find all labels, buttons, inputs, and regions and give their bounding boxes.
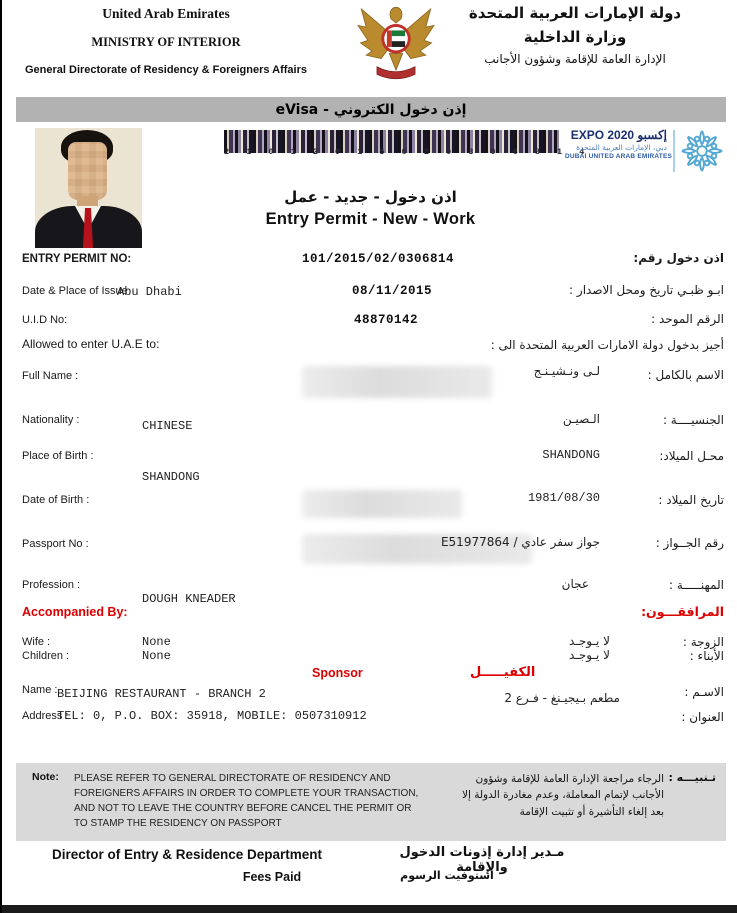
label-entry-permit-no: ENTRY PERMIT NO:	[22, 253, 132, 265]
fees-paid-label-ar: استوفيت الرسوم	[400, 869, 494, 882]
value-address: TEL: 0, P.O. BOX: 35918, MOBILE: 0507310912	[57, 709, 367, 723]
label-address-ar: العنوان :	[681, 710, 724, 724]
value-place-of-issue: Abu Dhabi	[117, 285, 182, 299]
label-date-place-issue-ar	[569, 283, 724, 297]
expo-subtitle-en: DUBAI UNITED ARAB EMIRATES	[565, 153, 673, 160]
section-sponsor-ar: الكفيـــــل	[470, 665, 536, 680]
directorate-name-ar: الإدارة العامة للإقامة وشؤون الأجانب	[484, 52, 666, 66]
label-full-name-ar: الاسم بالكامل :	[647, 368, 724, 382]
note-label-ar: تـنبيـــه :	[668, 771, 716, 784]
value-nationality: CHINESE	[142, 419, 193, 433]
label-wife: Wife :	[22, 636, 51, 648]
label-sponsor-name: Name :	[22, 684, 58, 696]
label-allowed-to-enter-ar: أجيز بدخول دولة الامارات العربية المتحدة الى :	[490, 338, 724, 352]
label-passport-no-ar: رقم الجــواز :	[655, 536, 724, 550]
label-place-of-birth: Place of Birth :	[22, 450, 94, 462]
label-address: Address :	[22, 710, 69, 722]
label-date-of-birth-ar: تاريخ الميلاد :	[658, 493, 724, 507]
label-nationality: Nationality :	[22, 414, 80, 426]
ministry-name: MINISTRY OF INTERIOR	[91, 35, 241, 49]
header-arabic	[425, 4, 725, 66]
permit-title-english: Entry Permit - New - Work	[265, 210, 476, 228]
value-place-of-issue-ar: ابـو ظبـي	[677, 283, 724, 297]
label-sponsor-name-ar: الاسـم :	[684, 685, 724, 699]
value-children: None	[142, 649, 171, 663]
bottom-border-bar	[2, 905, 737, 913]
label-place-of-birth-ar: محـل الميلاد:	[659, 449, 724, 463]
value-entry-permit-no: 101/2015/02/0306814	[302, 252, 455, 266]
header-english	[20, 6, 312, 76]
label-wife-ar: الزوجة :	[682, 635, 724, 649]
value-sponsor-name-ar: مطعم بـيجيـنغ - فـرع 2	[504, 691, 620, 705]
value-nationality-ar: الـصيـن	[562, 412, 600, 426]
note-text: PLEASE REFER TO GENERAL DIRECTORATE OF RESIDENCY AND FOREIGNERS AFFAIRS IN ORDER TO COMPLETE YOUR TRANSACTION, AND NOT TO LEAVE THE COUNTRY BEFORE CANCEL THE PERMIT OR TO STAMP THE RESIDENCY ON PASSPORT	[74, 773, 419, 829]
expo2020-flower-icon	[679, 128, 725, 174]
label-children-ar: الأبناء :	[689, 649, 724, 663]
label-profession: Profession :	[22, 579, 81, 591]
label-uid-no-ar: الرقم الموحد :	[651, 312, 724, 326]
value-date-of-birth-redacted	[302, 490, 462, 518]
note-box	[16, 763, 726, 841]
directorate-name: General Directorate of Residency & Foreigners Affairs	[24, 64, 307, 76]
country-name: United Arab Emirates	[102, 6, 230, 21]
value-wife: None	[142, 635, 171, 649]
label-nationality-ar: الجنسيــــة :	[662, 413, 724, 427]
value-children-ar: لا يـوجـد	[569, 648, 610, 662]
expo-title: EXPO 2020 إكسبو	[570, 128, 667, 142]
value-profession: DOUGH KNEADER	[142, 592, 236, 606]
value-wife-ar: لا يـوجـد	[569, 634, 610, 648]
country-name-ar: دولة الإمارات العربية المتحدة	[468, 4, 682, 22]
director-signature-line: Director of Entry & Residence Department	[51, 847, 323, 862]
label-children: Children :	[22, 650, 70, 662]
section-accompanied-by-ar: المرافقـــون:	[641, 604, 724, 619]
permit-barcode	[224, 130, 585, 157]
label-entry-permit-no-ar: اذن دخول رقم:	[633, 251, 724, 265]
value-place-of-birth-ar: SHANDONG	[542, 448, 600, 462]
label-issue-ar: تاريخ ومحل الاصدار :	[569, 283, 674, 297]
label-uid-no: U.I.D No:	[22, 314, 68, 326]
label-profession-ar: المهنـــــة :	[669, 578, 724, 592]
director-signature-line-ar: مـدير إدارة إذونات الدخول والإقامة	[399, 845, 565, 875]
value-uid-no: 48870142	[354, 313, 419, 327]
expo-subtitle-ar: دبي، الإمارات العربية المتحدة	[576, 143, 667, 152]
value-date-of-issue: 08/11/2015	[352, 284, 433, 298]
value-passport-no-ar: جواز سفر عادي / E51977864	[440, 535, 600, 549]
evisa-banner: إذن دخول الكتروني - eVisa	[16, 97, 726, 122]
expo2020-logo	[565, 128, 727, 176]
expo-divider	[673, 130, 675, 172]
label-allowed-to-enter: Allowed to enter U.A.E to:	[22, 337, 160, 351]
value-sponsor-name: BEIJING RESTAURANT - BRANCH 2	[57, 687, 266, 701]
barcode-digits: 2 1 0 1 2 0 1 5 0 2 0 3 0 6 8 1 4	[224, 147, 585, 157]
value-profession-ar: عجان	[561, 577, 589, 591]
note-label: Note:	[32, 771, 59, 783]
value-place-of-birth: SHANDONG	[142, 470, 200, 484]
label-date-of-birth: Date of Birth :	[22, 494, 90, 506]
permit-title-arabic: اذن دخول - جديد - عمل	[284, 188, 457, 206]
label-date-place-issue: Date & Place of Issue	[22, 285, 128, 297]
label-passport-no: Passport No :	[22, 538, 89, 550]
note-text-ar: الرجاء مراجعة الإدارة العامة للإقامة وشؤون الأجانب لإتمام المعاملة، وعدم مغادرة الدولة إلا بعد إلغاء التأشيرة أو تثبيت الإقامة	[461, 773, 664, 818]
section-sponsor: Sponsor	[312, 666, 363, 680]
value-date-of-birth-ar: 1981/08/30	[527, 491, 600, 505]
fees-paid-label: Fees Paid	[242, 870, 302, 884]
value-full-name-ar: لـى ونـشيـنـج	[533, 364, 600, 378]
section-accompanied-by: Accompanied By:	[22, 605, 128, 619]
label-full-name: Full Name :	[22, 370, 79, 382]
value-full-name-redacted	[302, 366, 492, 398]
ministry-name-ar: وزارة الداخلية	[523, 28, 627, 46]
